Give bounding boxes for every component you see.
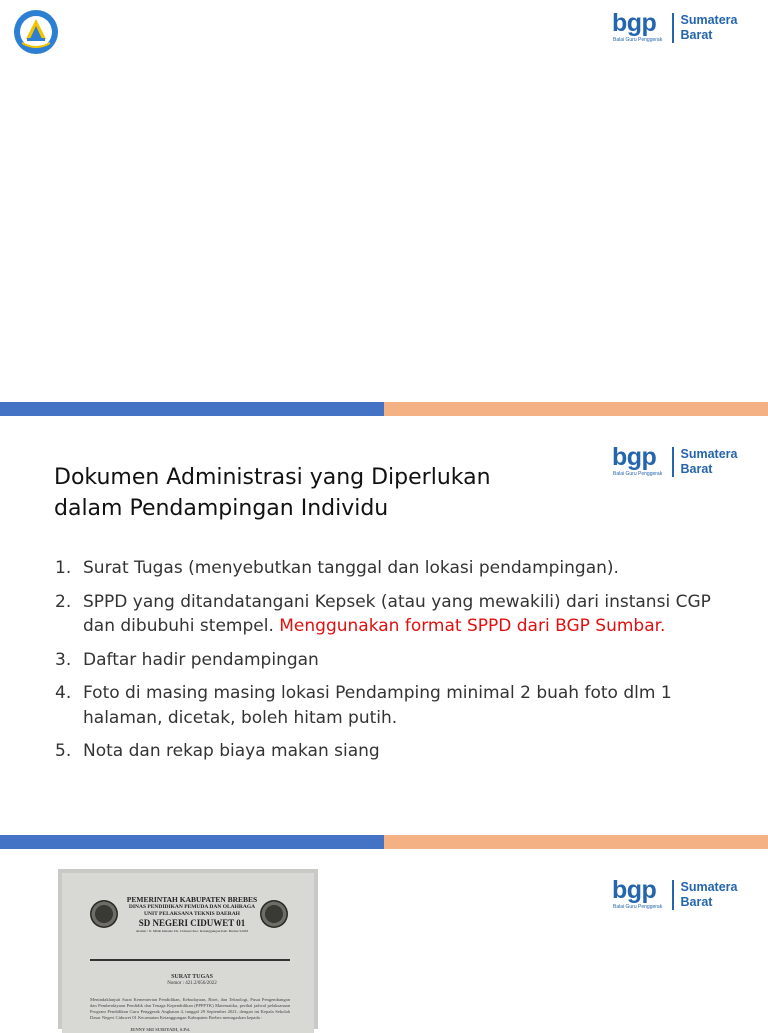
bgp-sumatera-barat-logo [612,9,737,47]
slide-divider [0,835,768,849]
slide-1 [0,0,768,402]
logo-separator [672,13,674,43]
document-letterhead: PEMERINTAH KABUPATEN BREBES DINAS PENDIDIKAN PEMUDA DAN OLAHRAGA UNIT PELAKSANA TEKNIS DAERAH SD NEGERI CIDUWET 01 Alamat : Jl. Mbah Ismanto Ds. Ciduwet Kec. Ketanggungan Kab. Brebes 52263 [126,895,258,933]
list-item: 5. Nota dan rekap biaya makan siang [55,741,380,761]
letter-body: Menindaklanjuti Surat Kementerian Pendidikan, Kebudayaan, Riset, dan Teknologi, Pusat Pengembangan dan Pemberdayaan Pendidik dan Tenaga Kependidikan (PPPPTK) Matematika, perihal jadwal pelaksanaan Program Pendidikan Guru Penggerak Angkatan 4, tanggal 29 September 2021, dengan ini Kepala Sekolah Dasar Negeri Ciduwet 01 Kecamatan Ketanggungan Kabupaten Brebes menugaskan kepada : JENNY SRI SURIYADI, S.Pd. [90,997,290,1032]
slide-3 [0,849,768,1032]
list-item: 2. SPPD yang ditandatangani Kepsek (atau yang mewakili) dari instansi CGP dan dibubuhi stempel. Menggunakan format SPPD dari BGP Sumbar. [55,591,711,636]
logo-region: Sumatera Barat [680,880,738,909]
surat-tugas-document-image [58,869,318,1032]
logo-region: Sumatera Barat [680,447,738,476]
bgp-wordmark: bgp Balai Guru Penggerak [612,9,663,43]
letterhead-rule [90,959,290,961]
slide-title: Dokumen Administrasi yang Diperlukan dalam Pendampingan Individu [54,465,491,521]
list-item: 4. Foto di masing masing lokasi Pendamping minimal 2 buah foto dlm 1 halaman, dicetak, boleh hitam putih. [55,683,672,728]
list-item: 1. Surat Tugas (menyebutkan tanggal dan lokasi pendampingan). [55,558,619,578]
list-item: 3. Daftar hadir pendampingan [55,649,319,670]
logo-separator [672,447,674,477]
regency-seal-icon [90,900,118,928]
slide-divider [0,402,768,416]
bgp-wordmark: bgp Balai Guru Penggerak [612,876,663,910]
bgp-wordmark: bgp Balai Guru Penggerak [612,443,663,477]
logo-region: Sumatera Barat [680,13,738,42]
bgp-sumatera-barat-logo [612,876,737,914]
letter-heading: SURAT TUGAS Nomor : 421.2/056/2022 [167,974,217,986]
highlighted-note: Menggunakan format SPPD dari BGP Sumbar. [279,616,666,636]
slide-2 [0,416,768,834]
tut-wuri-handayani-logo-icon [13,9,59,55]
document-requirements-list [55,556,745,773]
bgp-sumatera-barat-logo [612,443,737,481]
logo-separator [672,880,674,910]
